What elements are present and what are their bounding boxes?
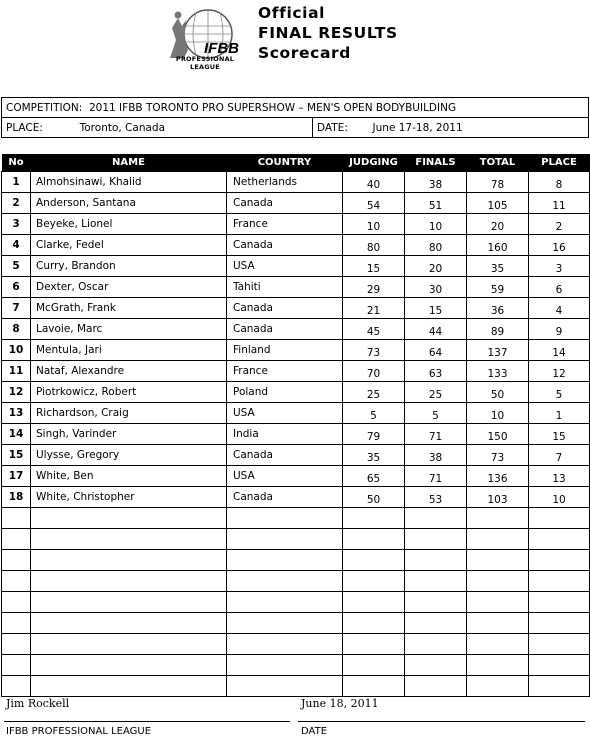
cell-country: France	[227, 361, 343, 382]
cell-no: 17	[2, 466, 31, 487]
table-row	[2, 466, 590, 487]
cell-country: Tahiti	[227, 277, 343, 298]
competition-info	[1, 97, 589, 138]
cell-place: 3	[529, 256, 590, 277]
table-row	[2, 445, 590, 466]
cell-judging	[343, 550, 405, 571]
title-line-final-results: FINAL RESULTS	[258, 24, 398, 42]
cell-no	[2, 634, 31, 655]
cell-no	[2, 655, 31, 676]
cell-total: 10	[467, 403, 529, 424]
date-cell	[313, 118, 589, 138]
cell-total: 103	[467, 487, 529, 508]
cell-total	[467, 529, 529, 550]
cell-finals: 15	[405, 298, 467, 319]
cell-place	[529, 613, 590, 634]
table-row	[2, 403, 590, 424]
cell-judging	[343, 655, 405, 676]
place-label: PLACE:	[6, 121, 43, 134]
cell-no: 14	[2, 424, 31, 445]
cell-country: Canada	[227, 445, 343, 466]
cell-finals: 44	[405, 319, 467, 340]
cell-no: 18	[2, 487, 31, 508]
cell-place: 16	[529, 235, 590, 256]
cell-no: 1	[2, 172, 31, 193]
cell-total	[467, 571, 529, 592]
cell-judging: 40	[343, 172, 405, 193]
cell-no: 12	[2, 382, 31, 403]
cell-no	[2, 529, 31, 550]
cell-name	[31, 508, 227, 529]
cell-finals: 5	[405, 403, 467, 424]
results-table	[1, 154, 590, 697]
place-value: Toronto, Canada	[79, 121, 166, 134]
sign-date: June 18, 2011	[301, 697, 379, 710]
cell-judging: 79	[343, 424, 405, 445]
cell-finals: 20	[405, 256, 467, 277]
cell-judging: 35	[343, 445, 405, 466]
table-row	[2, 193, 590, 214]
table-row	[2, 319, 590, 340]
cell-finals: 64	[405, 340, 467, 361]
cell-total: 36	[467, 298, 529, 319]
cell-place: 9	[529, 319, 590, 340]
cell-name: Richardson, Craig	[31, 403, 227, 424]
table-row	[2, 277, 590, 298]
cell-finals: 10	[405, 214, 467, 235]
scorecard-header	[0, 0, 590, 95]
cell-no	[2, 613, 31, 634]
cell-finals: 71	[405, 466, 467, 487]
cell-name: Ulysse, Gregory	[31, 445, 227, 466]
cell-no: 10	[2, 340, 31, 361]
cell-total: 150	[467, 424, 529, 445]
cell-total	[467, 508, 529, 529]
table-row	[2, 382, 590, 403]
table-row	[2, 487, 590, 508]
cell-country	[227, 529, 343, 550]
cell-no	[2, 571, 31, 592]
svg-text:IFBB: IFBB	[204, 40, 239, 57]
official-signature-line	[4, 721, 290, 722]
cell-total	[467, 634, 529, 655]
col-header-finals: FINALS	[405, 154, 467, 172]
cell-name: McGrath, Frank	[31, 298, 227, 319]
cell-place: 5	[529, 382, 590, 403]
cell-country	[227, 613, 343, 634]
cell-judging	[343, 613, 405, 634]
cell-judging: 54	[343, 193, 405, 214]
cell-total: 89	[467, 319, 529, 340]
cell-place: 13	[529, 466, 590, 487]
cell-no: 4	[2, 235, 31, 256]
empty-table-row	[2, 634, 590, 655]
col-header-country: COUNTRY	[227, 154, 343, 172]
empty-table-row	[2, 550, 590, 571]
table-row	[2, 298, 590, 319]
cell-total: 105	[467, 193, 529, 214]
cell-name	[31, 613, 227, 634]
cell-judging: 21	[343, 298, 405, 319]
page-title	[258, 3, 398, 63]
cell-place: 4	[529, 298, 590, 319]
cell-name: Almohsinawi, Khalid	[31, 172, 227, 193]
cell-name	[31, 529, 227, 550]
cell-country: Finland	[227, 340, 343, 361]
cell-finals: 30	[405, 277, 467, 298]
cell-country: Canada	[227, 235, 343, 256]
cell-judging: 10	[343, 214, 405, 235]
cell-judging	[343, 676, 405, 697]
cell-country: USA	[227, 256, 343, 277]
cell-no: 6	[2, 277, 31, 298]
cell-judging	[343, 592, 405, 613]
cell-country: India	[227, 424, 343, 445]
cell-name: White, Ben	[31, 466, 227, 487]
col-header-place: PLACE	[529, 154, 590, 172]
cell-finals: 38	[405, 445, 467, 466]
cell-judging: 29	[343, 277, 405, 298]
cell-finals	[405, 550, 467, 571]
cell-total: 78	[467, 172, 529, 193]
cell-finals	[405, 571, 467, 592]
cell-country: Netherlands	[227, 172, 343, 193]
cell-finals: 63	[405, 361, 467, 382]
cell-country: France	[227, 214, 343, 235]
empty-table-row	[2, 676, 590, 697]
cell-place: 15	[529, 424, 590, 445]
cell-no: 11	[2, 361, 31, 382]
cell-finals: 80	[405, 235, 467, 256]
cell-no	[2, 592, 31, 613]
cell-country	[227, 676, 343, 697]
title-line-official: Official	[258, 4, 326, 22]
cell-country: USA	[227, 403, 343, 424]
cell-judging	[343, 508, 405, 529]
cell-place	[529, 676, 590, 697]
competition-label: COMPETITION:	[6, 101, 83, 114]
date-label: DATE:	[317, 121, 348, 134]
cell-finals	[405, 508, 467, 529]
cell-place: 8	[529, 172, 590, 193]
col-header-name: NAME	[31, 154, 227, 172]
cell-total	[467, 592, 529, 613]
results-header-row	[2, 154, 590, 172]
cell-finals	[405, 655, 467, 676]
cell-judging: 80	[343, 235, 405, 256]
table-row	[2, 424, 590, 445]
cell-name: Curry, Brandon	[31, 256, 227, 277]
competition-cell	[2, 98, 589, 118]
cell-country	[227, 592, 343, 613]
cell-no	[2, 508, 31, 529]
cell-finals: 51	[405, 193, 467, 214]
cell-no: 8	[2, 319, 31, 340]
cell-place	[529, 634, 590, 655]
cell-name: Lavoie, Marc	[31, 319, 227, 340]
cell-judging: 65	[343, 466, 405, 487]
date-signature-line	[298, 721, 585, 722]
cell-place	[529, 592, 590, 613]
cell-place	[529, 529, 590, 550]
cell-country	[227, 655, 343, 676]
cell-name	[31, 571, 227, 592]
empty-table-row	[2, 655, 590, 676]
cell-judging: 45	[343, 319, 405, 340]
official-label: IFBB PROFESSIONAL LEAGUE	[6, 726, 152, 737]
cell-total	[467, 676, 529, 697]
cell-place	[529, 508, 590, 529]
cell-country: Poland	[227, 382, 343, 403]
cell-finals	[405, 592, 467, 613]
table-row	[2, 256, 590, 277]
cell-place: 10	[529, 487, 590, 508]
table-row	[2, 172, 590, 193]
cell-total	[467, 655, 529, 676]
place-cell	[2, 118, 313, 138]
cell-finals	[405, 676, 467, 697]
cell-place: 11	[529, 193, 590, 214]
cell-total	[467, 613, 529, 634]
table-row	[2, 235, 590, 256]
cell-no: 13	[2, 403, 31, 424]
cell-country	[227, 508, 343, 529]
cell-total: 137	[467, 340, 529, 361]
col-header-no: No	[2, 154, 31, 172]
cell-total: 50	[467, 382, 529, 403]
empty-table-row	[2, 508, 590, 529]
table-row	[2, 340, 590, 361]
cell-judging: 73	[343, 340, 405, 361]
cell-name: Beyeke, Lionel	[31, 214, 227, 235]
cell-name	[31, 592, 227, 613]
official-name: Jim Rockell	[6, 697, 70, 710]
cell-country: Canada	[227, 319, 343, 340]
empty-table-row	[2, 592, 590, 613]
cell-country	[227, 634, 343, 655]
empty-table-row	[2, 613, 590, 634]
cell-no: 3	[2, 214, 31, 235]
cell-place: 14	[529, 340, 590, 361]
cell-total: 136	[467, 466, 529, 487]
cell-name	[31, 550, 227, 571]
cell-country: Canada	[227, 487, 343, 508]
cell-place	[529, 571, 590, 592]
cell-finals: 53	[405, 487, 467, 508]
cell-no	[2, 550, 31, 571]
cell-country	[227, 571, 343, 592]
cell-name: Mentula, Jari	[31, 340, 227, 361]
cell-finals	[405, 634, 467, 655]
cell-place	[529, 550, 590, 571]
cell-place: 12	[529, 361, 590, 382]
cell-name: Clarke, Fedel	[31, 235, 227, 256]
cell-place: 7	[529, 445, 590, 466]
cell-no: 15	[2, 445, 31, 466]
cell-country	[227, 550, 343, 571]
cell-finals: 38	[405, 172, 467, 193]
cell-judging: 50	[343, 487, 405, 508]
empty-table-row	[2, 571, 590, 592]
cell-finals	[405, 613, 467, 634]
date-label-footer: DATE	[301, 726, 328, 737]
logo-caption: PROFESSIONAL LEAGUE	[175, 55, 235, 71]
cell-name	[31, 634, 227, 655]
cell-total	[467, 550, 529, 571]
cell-total: 20	[467, 214, 529, 235]
cell-place: 2	[529, 214, 590, 235]
cell-judging	[343, 529, 405, 550]
cell-country: Canada	[227, 193, 343, 214]
cell-finals	[405, 529, 467, 550]
cell-total: 73	[467, 445, 529, 466]
cell-name: Nataf, Alexandre	[31, 361, 227, 382]
cell-judging	[343, 571, 405, 592]
cell-judging: 70	[343, 361, 405, 382]
cell-no: 7	[2, 298, 31, 319]
cell-name: White, Christopher	[31, 487, 227, 508]
cell-name: Dexter, Oscar	[31, 277, 227, 298]
cell-no	[2, 676, 31, 697]
table-row	[2, 361, 590, 382]
cell-total: 133	[467, 361, 529, 382]
cell-name: Piotrkowicz, Robert	[31, 382, 227, 403]
cell-finals: 71	[405, 424, 467, 445]
cell-place: 6	[529, 277, 590, 298]
col-header-total: TOTAL	[467, 154, 529, 172]
cell-name: Anderson, Santana	[31, 193, 227, 214]
cell-no: 5	[2, 256, 31, 277]
cell-total: 35	[467, 256, 529, 277]
cell-place	[529, 655, 590, 676]
col-header-judging: JUDGING	[343, 154, 405, 172]
cell-judging: 5	[343, 403, 405, 424]
cell-finals: 25	[405, 382, 467, 403]
cell-country: Canada	[227, 298, 343, 319]
title-line-scorecard: Scorecard	[258, 44, 351, 62]
table-row	[2, 214, 590, 235]
cell-no: 2	[2, 193, 31, 214]
cell-judging: 15	[343, 256, 405, 277]
cell-judging: 25	[343, 382, 405, 403]
cell-total: 59	[467, 277, 529, 298]
cell-total: 160	[467, 235, 529, 256]
cell-name	[31, 655, 227, 676]
cell-place: 1	[529, 403, 590, 424]
empty-table-row	[2, 529, 590, 550]
cell-country: USA	[227, 466, 343, 487]
date-value: June 17-18, 2011	[372, 121, 463, 134]
cell-name	[31, 676, 227, 697]
cell-judging	[343, 634, 405, 655]
competition-value: 2011 IFBB TORONTO PRO SUPERSHOW – MEN'S OPEN BODYBUILDING	[89, 101, 457, 114]
cell-name: Singh, Varinder	[31, 424, 227, 445]
